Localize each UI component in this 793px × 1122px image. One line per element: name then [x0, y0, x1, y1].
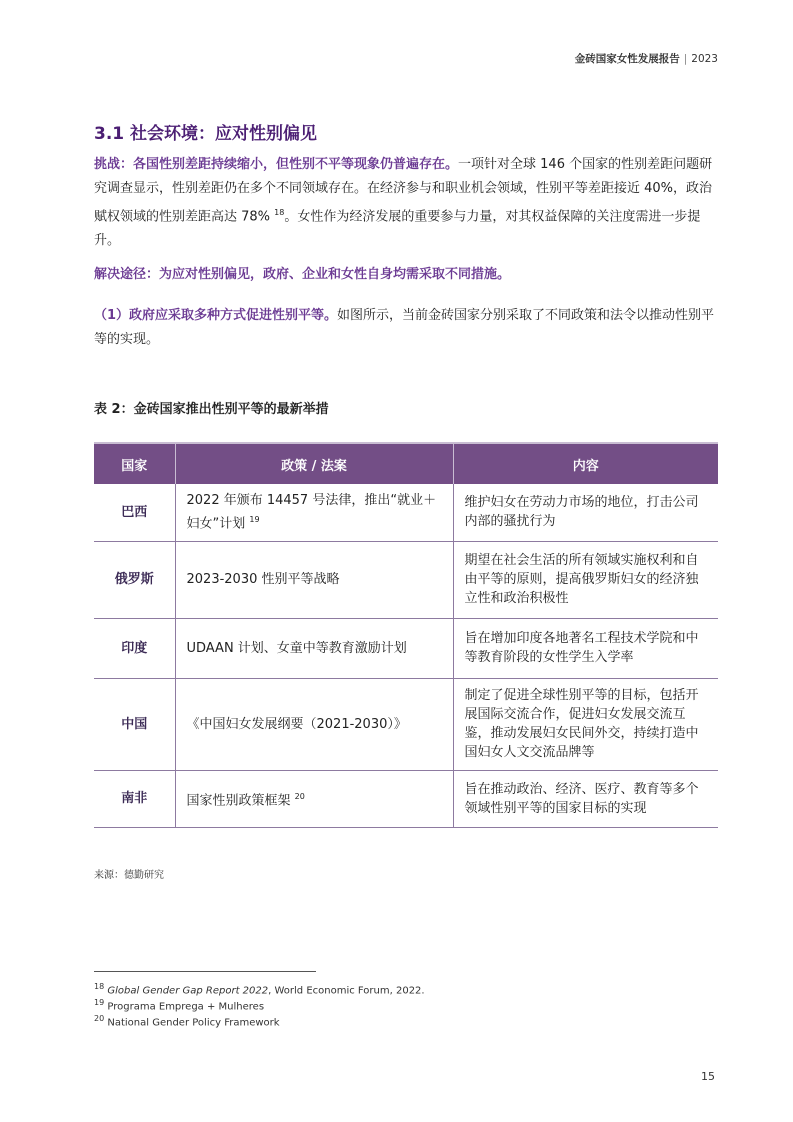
content-cell: 维护妇女在劳动力市场的地位，打击公司内部的骚扰行为 — [453, 484, 718, 541]
table-row — [94, 770, 718, 827]
footnote-divider — [94, 971, 316, 972]
challenge-lead: 挑战：各国性别差距持续缩小，但性别不平等现象仍普遍存在。 — [94, 157, 459, 172]
table-title: 表 2：金砖国家推出性别平等的最新举措 — [94, 402, 329, 417]
challenge-paragraph — [94, 153, 718, 253]
solution-paragraph: 解决途径：为应对性别偏见，政府、企业和女性自身均需采取不同措施。 — [94, 267, 511, 282]
footnote-ref-20: 20 — [294, 791, 305, 801]
footnote-text: Programa Emprega + Mulheres — [107, 1001, 265, 1013]
government-lead: （1）政府应采取多种方式促进性别平等。 — [94, 308, 338, 323]
footnote-number: 18 — [94, 982, 105, 991]
policy-cell — [175, 770, 453, 827]
content-cell: 旨在增加印度各地著名工程技术学院和中等教育阶段的女性学生入学率 — [453, 618, 718, 678]
header-policy: 政策 / 法案 — [175, 443, 453, 484]
footnote-text: , World Economic Forum, 2022. — [268, 985, 425, 997]
country-cell: 印度 — [94, 618, 175, 678]
challenge-text: 一项针对全球 146 个国家的性别差距问题研究调查显示，性别差距仍在多个不同领域存在。在经济参与和职业机会领域，性别平等差距接近 40%，政治赋权领域的性别差距高达 78% — [94, 157, 713, 225]
country-cell: 南非 — [94, 770, 175, 827]
policy-cell: 2023-2030 性别平等战略 — [175, 541, 453, 618]
table-row — [94, 541, 718, 618]
footnote-20 — [94, 1014, 280, 1028]
footnote-italic-title: Global Gender Gap Report 2022 — [107, 985, 269, 997]
report-year: 2023 — [691, 53, 718, 65]
gender-measures-table — [94, 442, 718, 828]
section-title: 3.1 社会环境：应对性别偏见 — [94, 124, 318, 144]
footnote-ref-19: 19 — [249, 515, 260, 525]
footnote-number: 20 — [94, 1014, 105, 1023]
policy-text: 2022 年颁布 14457 号法律，推出“就业＋妇女”计划 — [186, 493, 437, 532]
header-country: 国家 — [94, 443, 175, 484]
content-cell: 旨在推动政治、经济、医疗、教育等多个领域性别平等的国家目标的实现 — [453, 770, 718, 827]
footnote-19 — [94, 998, 264, 1012]
footnote-number: 19 — [94, 998, 105, 1007]
policy-cell: UDAAN 计划、女童中等教育激励计划 — [175, 618, 453, 678]
report-title: 金砖国家女性发展报告 — [574, 53, 680, 65]
content-cell: 制定了促进全球性别平等的目标，包括开展国际交流合作，促进妇女发展交流互鉴，推动发展妇女民间外交，持续打造中国妇女人文交流品牌等 — [453, 678, 718, 770]
country-cell: 中国 — [94, 678, 175, 770]
table-row — [94, 678, 718, 770]
table-source: 来源：德勤研究 — [94, 870, 164, 881]
header-separator: | — [683, 53, 688, 65]
running-header — [575, 51, 718, 66]
policy-cell: 《中国妇女发展纲要（2021-2030）》 — [175, 678, 453, 770]
government-text: 如图所示，当前金砖国家分别采取了不同政策和法令以推动性别平等的实现。 — [94, 308, 715, 347]
challenge-tail: 。女性作为经济发展的重要参与力量，对其权益保障的关注度需进一步提升。 — [94, 209, 701, 249]
content-cell: 期望在社会生活的所有领域实施权利和自由平等的原则，提高俄罗斯妇女的经济独立性和政治积极性 — [453, 541, 718, 618]
footnote-text: National Gender Policy Framework — [107, 1017, 280, 1029]
country-cell: 俄罗斯 — [94, 541, 175, 618]
table-row — [94, 618, 718, 678]
country-cell: 巴西 — [94, 484, 175, 541]
policy-text: 国家性别政策框架 — [186, 793, 291, 809]
footnote-ref-18: 18 — [274, 208, 285, 217]
footnote-18 — [94, 982, 425, 996]
table-row — [94, 484, 718, 541]
page-number: 15 — [701, 1070, 715, 1083]
table-header-row — [94, 443, 718, 484]
government-paragraph — [94, 304, 718, 352]
header-content: 内容 — [453, 443, 718, 484]
policy-cell — [175, 484, 453, 541]
